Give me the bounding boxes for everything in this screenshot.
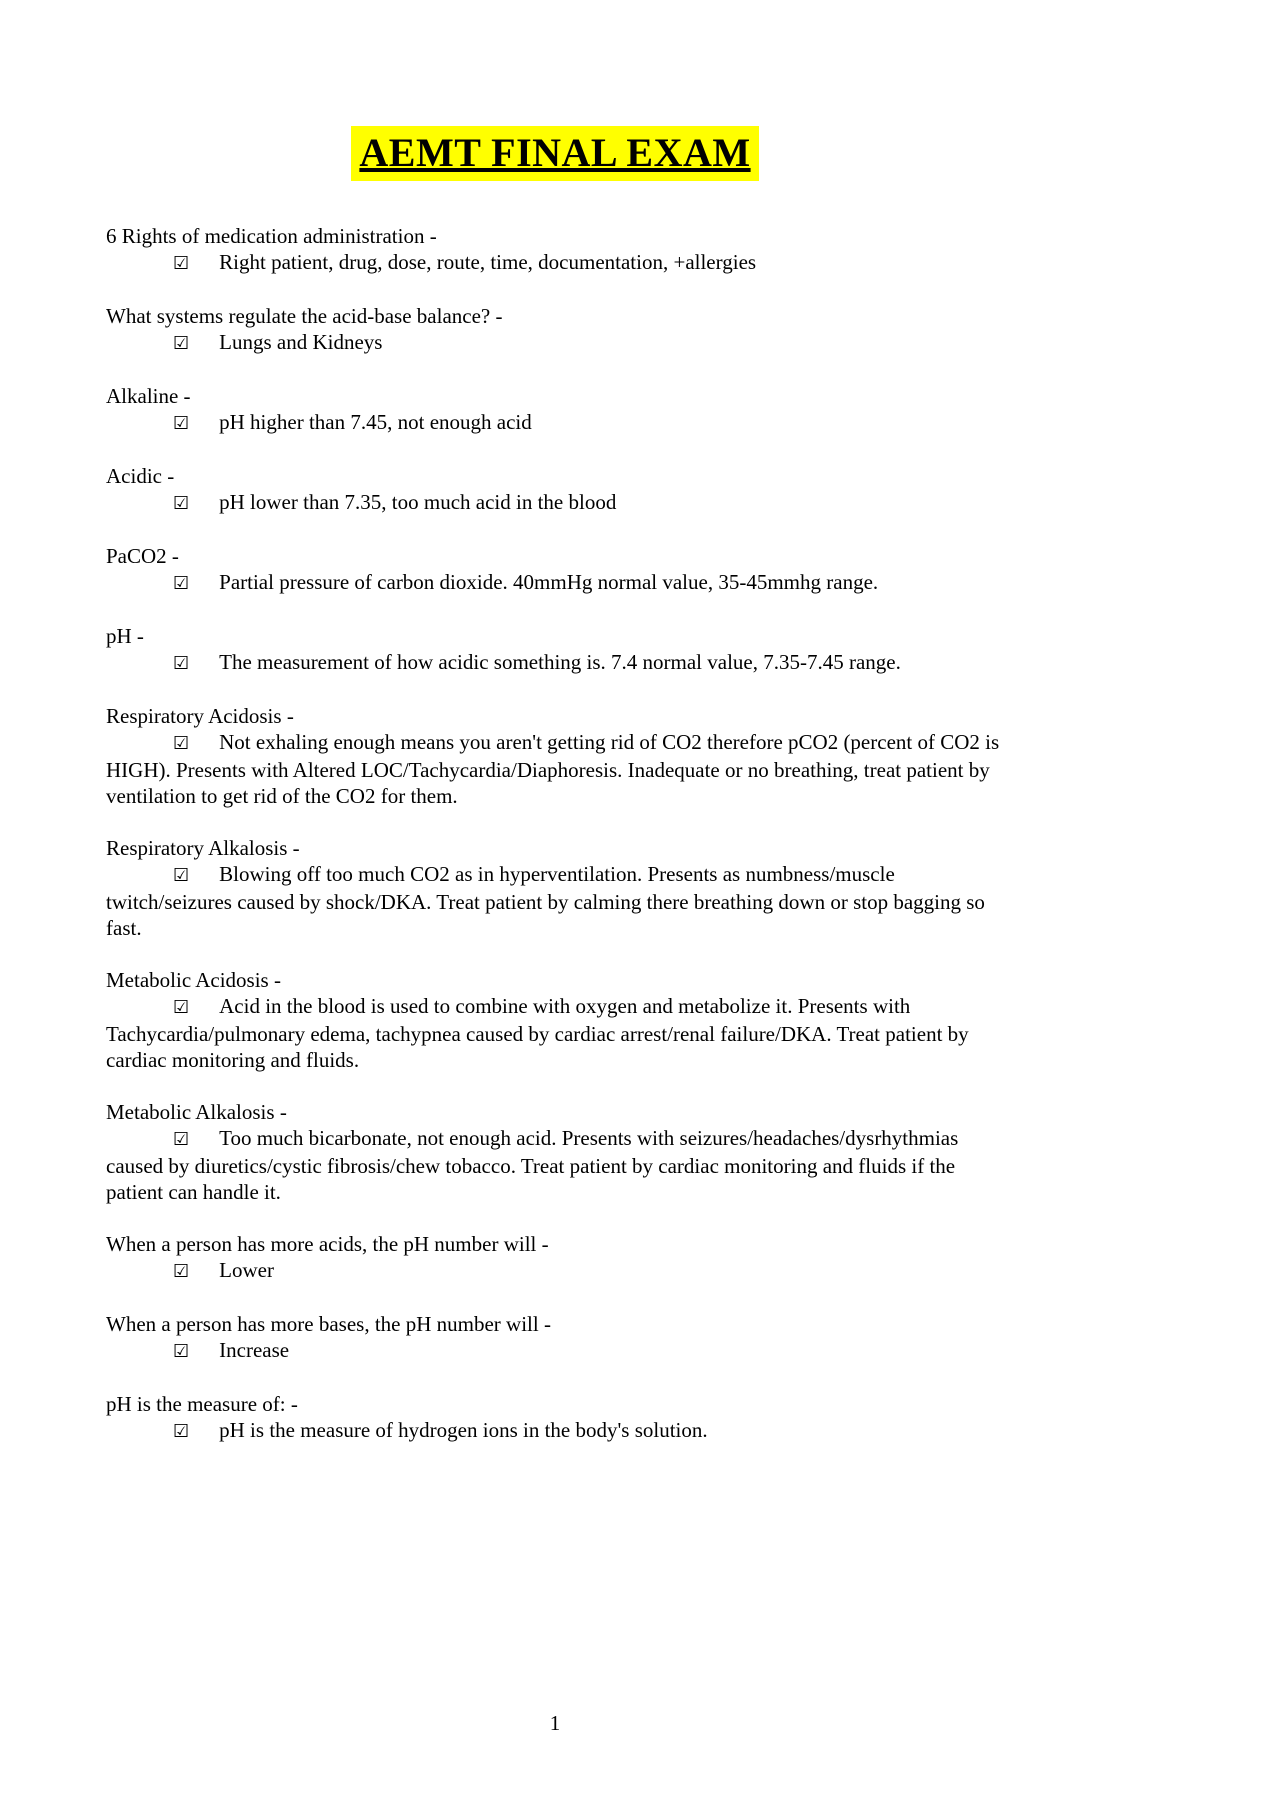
- qa-item: [106, 1099, 1004, 1205]
- question-text: Alkaline -: [106, 384, 191, 408]
- question-text: Metabolic Acidosis -: [106, 968, 281, 992]
- qa-item: [106, 543, 1004, 597]
- answer-row: [106, 1337, 1004, 1365]
- qa-item: [106, 1311, 1004, 1365]
- qa-item: [106, 623, 1004, 677]
- checked-checkbox-icon: ☑: [173, 1129, 190, 1150]
- checked-checkbox-icon: ☑: [173, 865, 190, 886]
- checked-checkbox-icon: ☑: [173, 413, 190, 434]
- qa-item: [106, 383, 1004, 437]
- checked-checkbox-icon: ☑: [173, 1341, 190, 1362]
- answer-row: [106, 649, 1004, 677]
- question-text: Respiratory Alkalosis -: [106, 836, 300, 860]
- question-text: Metabolic Alkalosis -: [106, 1100, 287, 1124]
- qa-item: [106, 835, 1004, 941]
- answer-text: The measurement of how acidic something is. 7.4 normal value, 7.35-7.45 range.: [219, 650, 901, 674]
- answer-text: Partial pressure of carbon dioxide. 40mmHg normal value, 35-45mmhg range.: [219, 570, 879, 594]
- answer-row: [106, 1417, 1004, 1445]
- answer-row: [106, 249, 1004, 277]
- checked-checkbox-icon: ☑: [173, 997, 190, 1018]
- question-text: pH -: [106, 624, 144, 648]
- checked-checkbox-icon: ☑: [173, 733, 190, 754]
- page-title: AEMT FINAL EXAM: [351, 126, 758, 181]
- answer-row: [106, 489, 1004, 517]
- question-text: PaCO2 -: [106, 544, 179, 568]
- answer-row: [106, 1125, 1004, 1205]
- question-text: 6 Rights of medication administration -: [106, 224, 437, 248]
- checked-checkbox-icon: ☑: [173, 1261, 190, 1282]
- answer-text: Lower: [219, 1258, 274, 1282]
- qa-item: [106, 967, 1004, 1073]
- checked-checkbox-icon: ☑: [173, 1421, 190, 1442]
- answer-row: [106, 329, 1004, 357]
- answer-row: [106, 861, 1004, 941]
- title-row: [106, 0, 1004, 181]
- answer-text: Blowing off too much CO2 as in hyperventilation. Presents as numbness/muscle twitch/seizures caused by shock/DKA. Treat patient by calming there breathing down or stop bagging so fast.: [106, 862, 985, 940]
- qa-item: [106, 223, 1004, 277]
- checked-checkbox-icon: ☑: [173, 253, 190, 274]
- question-text: Respiratory Acidosis -: [106, 704, 294, 728]
- question-text: When a person has more bases, the pH number will -: [106, 1312, 551, 1336]
- answer-text: Increase: [219, 1338, 290, 1362]
- checked-checkbox-icon: ☑: [173, 573, 190, 594]
- qa-item: [106, 1231, 1004, 1285]
- question-text: pH is the measure of: -: [106, 1392, 298, 1416]
- answer-text: Right patient, drug, dose, route, time, documentation, +allergies: [219, 250, 757, 274]
- answer-text: Lungs and Kidneys: [219, 330, 383, 354]
- qa-list: [106, 223, 1004, 1445]
- answer-row: [106, 409, 1004, 437]
- qa-item: [106, 1391, 1004, 1445]
- qa-item: [106, 703, 1004, 809]
- answer-text: Too much bicarbonate, not enough acid. Presents with seizures/headaches/dysrhythmias caused by diuretics/cystic fibrosis/chew tobacco. Treat patient by cardiac monitoring and fluids if the patient can handle it.: [106, 1126, 959, 1204]
- checked-checkbox-icon: ☑: [173, 493, 190, 514]
- answer-row: [106, 1257, 1004, 1285]
- answer-text: Not exhaling enough means you aren't getting rid of CO2 therefore pCO2 (percent of CO2 is HIGH). Presents with Altered LOC/Tachycardia/Diaphoresis. Inadequate or no breathing, treat patient by ventilation to get rid of the CO2 for them.: [106, 730, 1000, 808]
- answer-text: Acid in the blood is used to combine with oxygen and metabolize it. Presents with Tachycardia/pulmonary edema, tachypnea caused by cardiac arrest/renal failure/DKA. Treat patient by cardiac monitoring and fluids.: [106, 994, 969, 1072]
- qa-item: [106, 463, 1004, 517]
- answer-text: pH lower than 7.35, too much acid in the blood: [219, 490, 617, 514]
- question-text: When a person has more acids, the pH number will -: [106, 1232, 549, 1256]
- answer-row: [106, 729, 1004, 809]
- page-number: 1: [549, 1711, 561, 1735]
- question-text: What systems regulate the acid-base balance? -: [106, 304, 503, 328]
- checked-checkbox-icon: ☑: [173, 333, 190, 354]
- answer-row: [106, 993, 1004, 1073]
- checked-checkbox-icon: ☑: [173, 653, 190, 674]
- answer-text: pH is the measure of hydrogen ions in the body's solution.: [219, 1418, 708, 1442]
- question-text: Acidic -: [106, 464, 175, 488]
- qa-item: [106, 303, 1004, 357]
- answer-text: pH higher than 7.45, not enough acid: [219, 410, 532, 434]
- answer-row: [106, 569, 1004, 597]
